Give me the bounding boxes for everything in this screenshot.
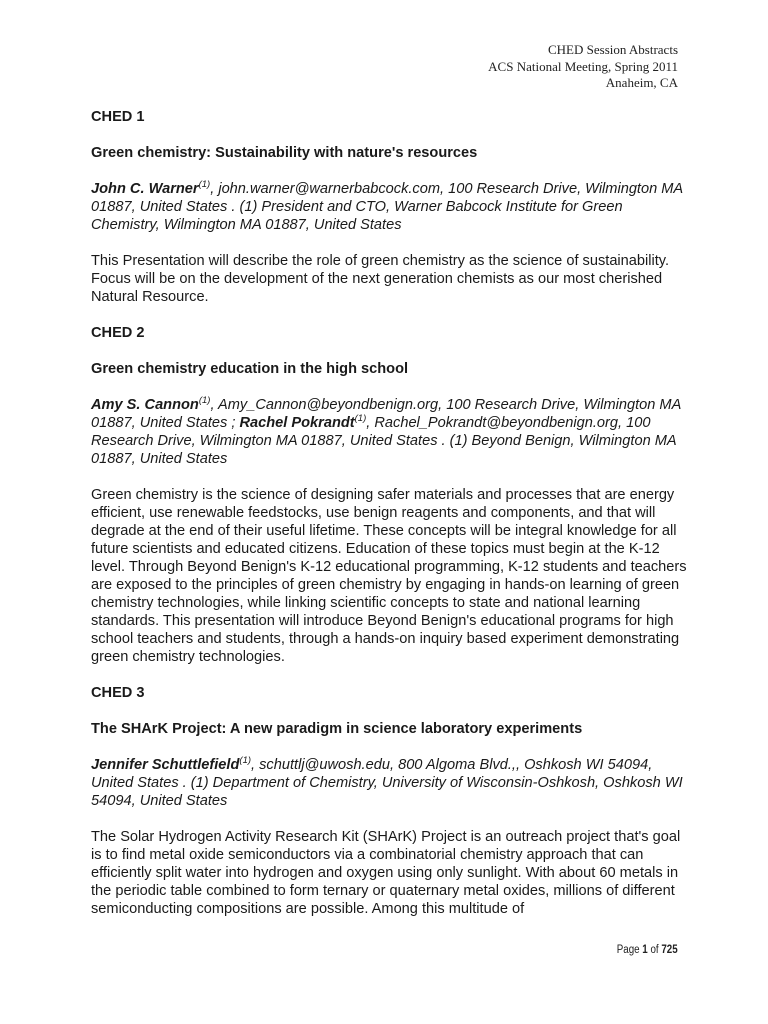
abstract-label: CHED 1	[91, 109, 145, 125]
author-details: , john.warner@warnerbabcock.com, 100 Research Drive, Wilmington MA 01887, United States . (1) President and CTO, Warner Babcock Institute for Green Chemistry, Wilmington MA 01887, United States	[91, 181, 683, 233]
abstract-title: Green chemistry education in the high school	[91, 361, 409, 377]
abstract-body: Green chemistry is the science of designing safer materials and processes that are energy efficient, use renewable feedstocks, use benign reagents and components, and that will degrade at the end of their useful lifetime. These concepts will be integral knowledge for all future scientists and educated citizens. Education of these topics must begin at the K-12 level. Through Beyond Benign's K-12 educational programming, K-12 students and teachers are exposed to the principles of green chemistry by engaging in hands-on learning of green chemistry technologies, while linking scientific concepts to state and national learning standards. This presentation will introduce Beyond Benign's educational programs for high school teachers and students, through a hands-on inquiry based experiment demonstrating green chemistry technologies.	[91, 487, 687, 665]
abstract-title: Green chemistry: Sustainability with nature's resources	[91, 145, 478, 161]
abstract-title: The SHArK Project: A new paradigm in science laboratory experiments	[91, 721, 583, 737]
author-name: Rachel Pokrandt	[239, 415, 355, 431]
page-word: Page	[617, 944, 640, 956]
author-name: Amy S. Cannon	[91, 397, 199, 413]
page-number: 1	[642, 944, 649, 956]
author-affiliation-mark: (1)	[354, 413, 367, 425]
abstract-body: This Presentation will describe the role of green chemistry as the science of sustainability. Focus will be on the development of the next generation chemists as our most cherished Natural Resource.	[91, 253, 670, 305]
author-details: , schuttlj@uwosh.edu, 800 Algoma Blvd.,, Oshkosh WI 54094, United States . (1) Department of Chemistry, University of Wisconsin-Oshkosh, Oshkosh WI 54094, United States	[91, 757, 683, 809]
author-details: , Rachel_Pokrandt@beyondbenign.org, 100 Research Drive, Wilmington MA 01887, United States . (1) Beyond Benign, Wilmington MA 01887, United States	[91, 415, 677, 467]
abstract-body: The Solar Hydrogen Activity Research Kit (SHArK) Project is an outreach project that's goal is to find metal oxide semiconductors via a combinatorial chemistry approach that can efficiently split water into hydrogen and oxygen using only sunlight. With about 60 metals in the periodic table combined to form ternary or quaternary metal oxides, millions of different semiconducting compositions are possible. Among this multitude of	[91, 829, 681, 917]
abstract-authors	[91, 756, 691, 810]
of-word: of	[650, 944, 659, 956]
abstract-label: CHED 2	[91, 325, 145, 341]
header-session: CHED Session Abstracts	[548, 42, 678, 57]
abstract-authors	[91, 396, 691, 468]
author-name: John C. Warner	[91, 181, 199, 197]
header-location: Anaheim, CA	[605, 75, 678, 90]
author-details: , Amy_Cannon@beyondbenign.org, 100 Research Drive, Wilmington MA 01887, United States ;	[91, 397, 681, 431]
page-footer	[617, 944, 678, 956]
abstract-label: CHED 3	[91, 685, 145, 701]
author-affiliation-mark: (1)	[198, 179, 211, 191]
header-meeting: ACS National Meeting, Spring 2011	[488, 58, 678, 74]
page-header	[488, 42, 678, 92]
page-total: 725	[661, 944, 678, 956]
author-affiliation-mark: (1)	[198, 395, 211, 407]
abstracts-content	[91, 108, 691, 918]
abstract-authors	[91, 180, 691, 234]
author-affiliation-mark: (1)	[239, 755, 252, 767]
author-name: Jennifer Schuttlefield	[91, 757, 240, 773]
